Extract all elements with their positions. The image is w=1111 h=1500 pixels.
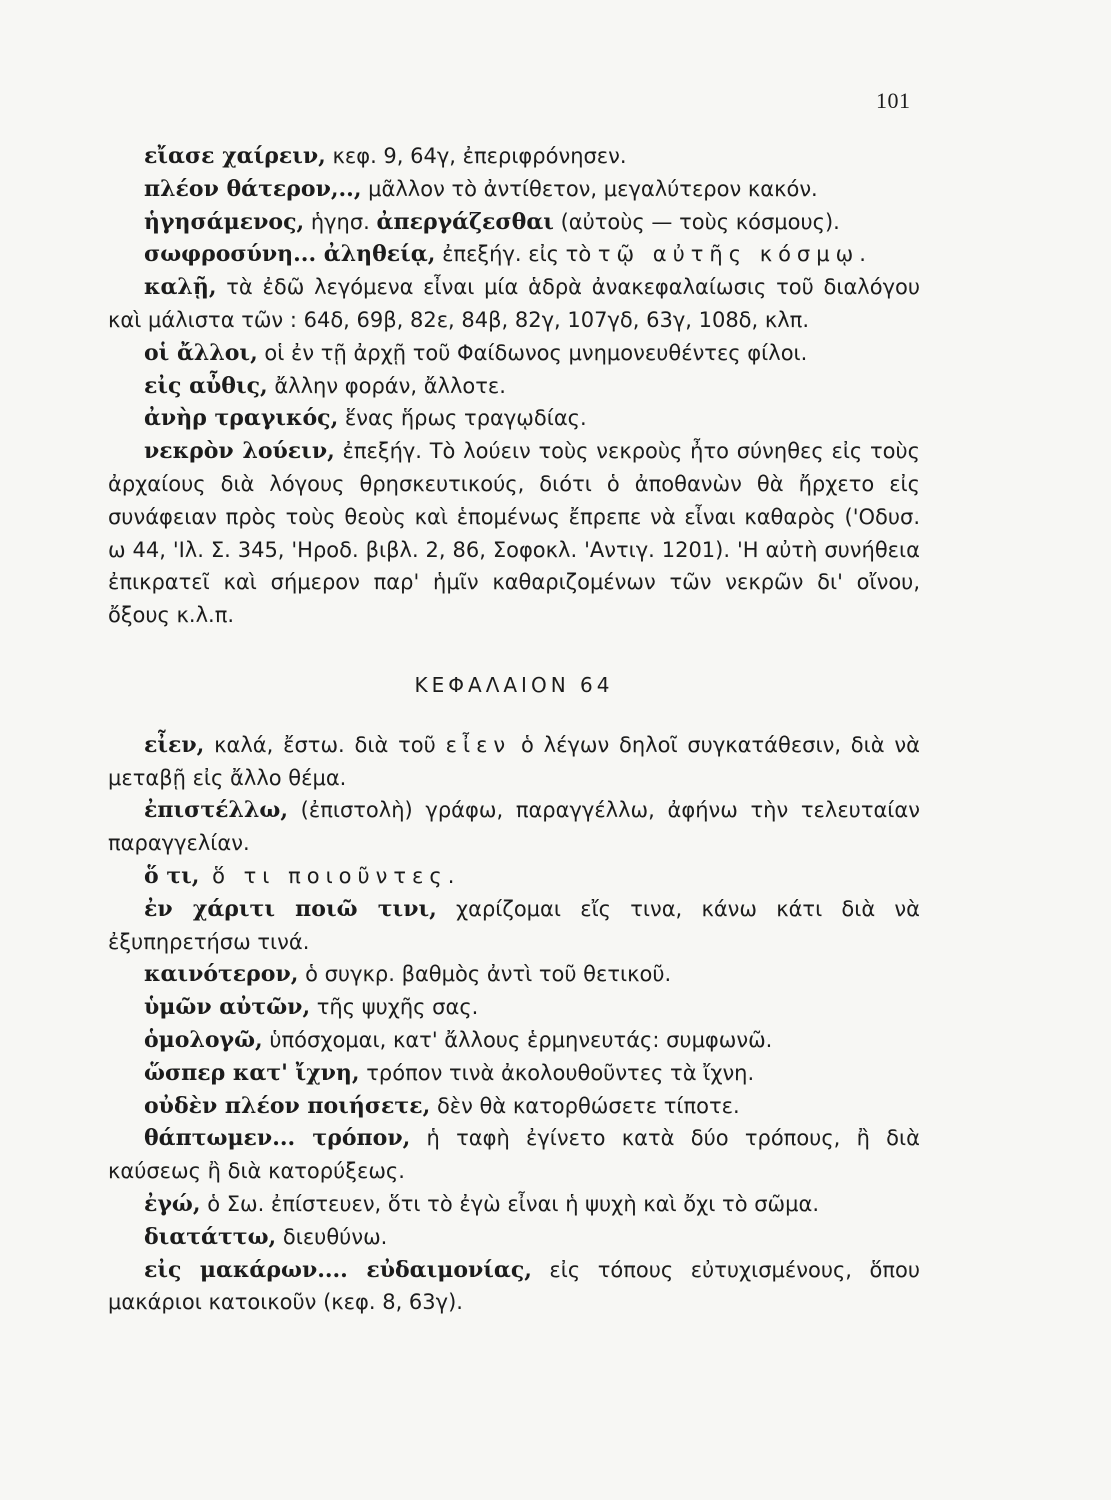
lemma: ἐν χάριτι ποιῶ τινι, xyxy=(144,895,437,922)
gloss: ὁ λέγων δηλοῖ συγκατάθεσιν, διὰ νὰ μεταβῇ εἰς ἄλλο θέμα. xyxy=(108,732,921,790)
lemma: εἰς μακάρων.... εὐδαιμονίας, xyxy=(144,1256,532,1283)
lemma: ὥσπερ κατ' ἴχνη, xyxy=(144,1059,360,1086)
commentary-body xyxy=(108,140,920,1319)
gloss: ὑπόσχομαι, κατ' ἄλλους ἑρμηνευτάς: συμφωνῶ. xyxy=(262,1027,773,1052)
gloss: οἱ ἐν τῇ ἀρχῇ τοῦ Φαίδωνος μνημονευθέντες φίλοι. xyxy=(257,340,808,365)
gloss: ὁ Σω. ἐπίστευεν, ὅτι τὸ ἐγὼ εἶναι ἡ ψυχὴ καὶ ὄχι τὸ σῶμα. xyxy=(200,1191,820,1216)
lemma: νεκρὸν λούειν, xyxy=(144,438,335,465)
entry xyxy=(108,1122,920,1188)
lemma: ὑμῶν αὐτῶν, xyxy=(144,994,311,1021)
entry xyxy=(108,370,920,403)
entry xyxy=(108,1057,920,1090)
lemma: θάπτωμεν... τρόπον, xyxy=(144,1125,411,1152)
gloss: (ἐπιστολὴ) γράφω, παραγγέλλω, ἀφήνω τὴν τελευταίαν παραγγελίαν. xyxy=(108,798,920,856)
gloss: ἕνας ἥρως τραγῳδίας. xyxy=(338,406,587,431)
gloss: καλά, ἔστω. διὰ τοῦ xyxy=(204,732,446,757)
lemma: ἡγησάμενος, xyxy=(144,208,305,235)
lemma: εἰς αὖθις, xyxy=(144,372,268,399)
lemma: ὅ τι, xyxy=(144,862,200,889)
spaced-quote: τῷ αὐτῆς κόσμῳ. xyxy=(597,242,872,267)
gloss: εἰς τόπους εὐτυχισμένους, ὅπου μακάριοι κατοικοῦν (κεφ. 8, 63γ). xyxy=(108,1257,920,1315)
entry xyxy=(108,1254,920,1320)
lemma: καινότερον, xyxy=(144,961,299,988)
gloss: τῆς ψυχῆς σας. xyxy=(310,995,479,1020)
gloss: διευθύνω. xyxy=(276,1224,388,1249)
entry xyxy=(108,1090,920,1123)
entry xyxy=(108,337,920,370)
gloss: χαρίζομαι εἴς τινα, κάνω κάτι διὰ νὰ ἐξυπηρετήσω τινά. xyxy=(108,896,920,954)
entry xyxy=(108,238,920,271)
lemma: οὐδὲν πλέον ποιήσετε, xyxy=(144,1092,431,1119)
entry xyxy=(108,435,920,632)
lemma: πλέον θάτερον,.., xyxy=(144,175,362,202)
gloss: (αὐτοὺς — τοὺς κόσμους). xyxy=(553,209,840,234)
entry xyxy=(108,1188,920,1221)
entry xyxy=(108,729,920,795)
gloss: τὰ ἐδῶ λεγόμενα εἶναι μία ἁδρὰ ἀνακεφαλαίωσις τοῦ διαλόγου καὶ μάλιστα τῶν : 64δ, 69β, 82ε, 84β, 82γ, 107γδ, 63γ, 108δ, κλπ. xyxy=(108,275,920,332)
entry xyxy=(108,140,920,173)
gloss: ἡ ταφὴ ἐγίνετο κατὰ δύο τρόπους, ἢ διὰ καύσεως ἢ διὰ κατορύξεως. xyxy=(108,1126,920,1184)
lemma: ἀνὴρ τραγικός, xyxy=(144,405,339,432)
spaced-quote: εἶεν xyxy=(445,732,512,757)
lemma: καλῇ, xyxy=(144,274,217,301)
lemma: διατάττω, xyxy=(144,1223,277,1250)
gloss: τρόπον τινὰ ἀκολουθοῦντες τὰ ἴχνη. xyxy=(359,1060,755,1085)
lemma: ὁμολογῶ, xyxy=(144,1026,263,1053)
page-number: 101 xyxy=(876,88,911,113)
entry xyxy=(108,206,920,239)
entry xyxy=(108,893,920,959)
entry xyxy=(108,173,920,206)
entry xyxy=(108,1024,920,1057)
lemma: ἐπιστέλλω, xyxy=(144,797,288,824)
entry xyxy=(108,271,920,337)
gloss: ὁ συγκρ. βαθμὸς ἀντὶ τοῦ θετικοῦ. xyxy=(298,962,672,987)
lemma: οἱ ἄλλοι, xyxy=(144,339,258,366)
gloss: δὲν θὰ κατορθώσετε τίποτε. xyxy=(430,1093,740,1118)
lemma: εἶεν, xyxy=(144,731,205,758)
gloss: ἐπεξήγ. Τὸ λούειν τοὺς νεκροὺς ἦτο σύνηθες εἰς τοὺς ἀρχαίους διὰ λόγους θρησκευτικούς, διότι ὁ ἀποθανὼν θὰ ἤρχετο εἰς συνάφειαν πρὸς τοὺς θεοὺς καὶ ἑπομένως ἔπρεπε νὰ εἶναι καθαρὸς ('Οδυσ. ω 44, 'Ιλ. Σ. 345, 'Ηροδ. βιβλ. 2, 86, Σοφοκλ. 'Αντιγ. 1201). 'Η αὐτὴ συνήθεια ἐπικρατεῖ καὶ σήμερον παρ' ἡμῖν καθαριζομένων τῶν νεκρῶν δι' οἴνου, ὄξους κ.λ.π. xyxy=(108,439,920,628)
gloss: μᾶλλον τὸ ἀντίθετον, μεγαλύτερον κακόν. xyxy=(361,176,818,201)
entry xyxy=(108,958,920,991)
chapter-heading: ΚΕΦΑΛΑΙΟΝ 64 xyxy=(414,672,614,697)
lemma: σωφροσύνη... ἀληθείᾳ, xyxy=(144,241,436,268)
entry xyxy=(108,794,920,860)
gloss: ἄλλην φοράν, ἄλλοτε. xyxy=(267,373,506,398)
gloss: ἡγησ. xyxy=(304,209,377,234)
lemma: ἀπεργάζεσθαι xyxy=(376,208,554,235)
entry xyxy=(108,402,920,435)
lemma: εἴασε χαίρειν, xyxy=(144,143,326,169)
spaced-quote: ὅ τι ποιοῦντες. xyxy=(199,863,461,888)
entry xyxy=(108,860,920,893)
entry xyxy=(108,1221,920,1254)
lemma: ἐγώ, xyxy=(144,1190,201,1217)
gloss: ἐπεξήγ. εἰς τὸ xyxy=(435,242,598,267)
entry xyxy=(108,991,920,1024)
gloss: κεφ. 9, 64γ, ἐπεριφρόνησεν. xyxy=(325,144,627,168)
